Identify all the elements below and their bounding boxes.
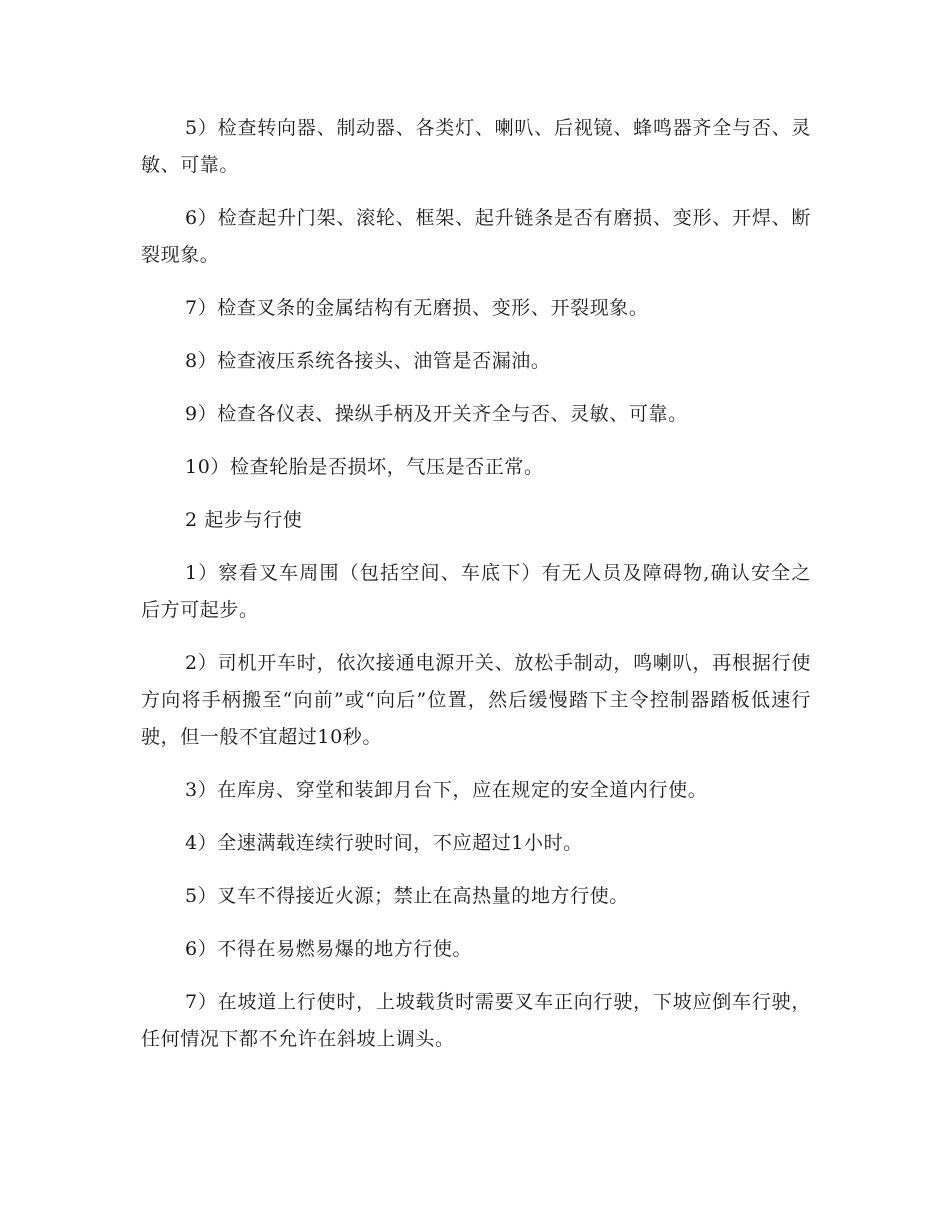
paragraph: 8）检查液压系统各接头、油管是否漏油。 — [185, 350, 551, 372]
paragraph: 1）察看叉车周围（包括空间、车底下）有无人员及障碍物,确认安全之后方可起步。 — [141, 562, 811, 621]
paragraph: 7）检查叉条的金属结构有无磨损、变形、开裂现象。 — [185, 297, 649, 319]
paragraph: 10）检查轮胎是否损坏，气压是否正常。 — [185, 456, 544, 478]
document-body — [141, 110, 811, 1074]
paragraph: 2）司机开车时，依次接通电源开关、放松手制动，鸣喇叭，再根据行使方向将手柄搬至“向前”或“向后”位置，然后缓慢踏下主令控制器踏板低速行驶，但一般不宜超过10秒。 — [141, 652, 811, 748]
paragraph: 4）全速满载连续行驶时间，不应超过1小时。 — [185, 832, 583, 854]
paragraph: 6）不得在易燃易爆的地方行使。 — [185, 938, 473, 960]
paragraph: 3）在库房、穿堂和装卸月台下，应在规定的安全道内行使。 — [185, 779, 708, 801]
paragraph: 6）检查起升门架、滚轮、框架、起升链条是否有磨损、变形、开焊、断裂现象。 — [141, 207, 811, 266]
paragraph: 9）检查各仪表、操纵手柄及开关齐全与否、灵敏、可靠。 — [185, 403, 688, 425]
paragraph: 5）检查转向器、制动器、各类灯、喇叭、后视镜、蜂鸣器齐全与否、灵敏、可靠。 — [141, 117, 811, 176]
paragraph: 5）叉车不得接近火源；禁止在高热量的地方行使。 — [185, 885, 629, 907]
section-heading: 2 起步与行使 — [185, 509, 303, 531]
paragraph: 7）在坡道上行使时，上坡载货时需要叉车正向行驶，下坡应倒车行驶，任何情况下都不允许在斜坡上调头。 — [141, 991, 811, 1050]
